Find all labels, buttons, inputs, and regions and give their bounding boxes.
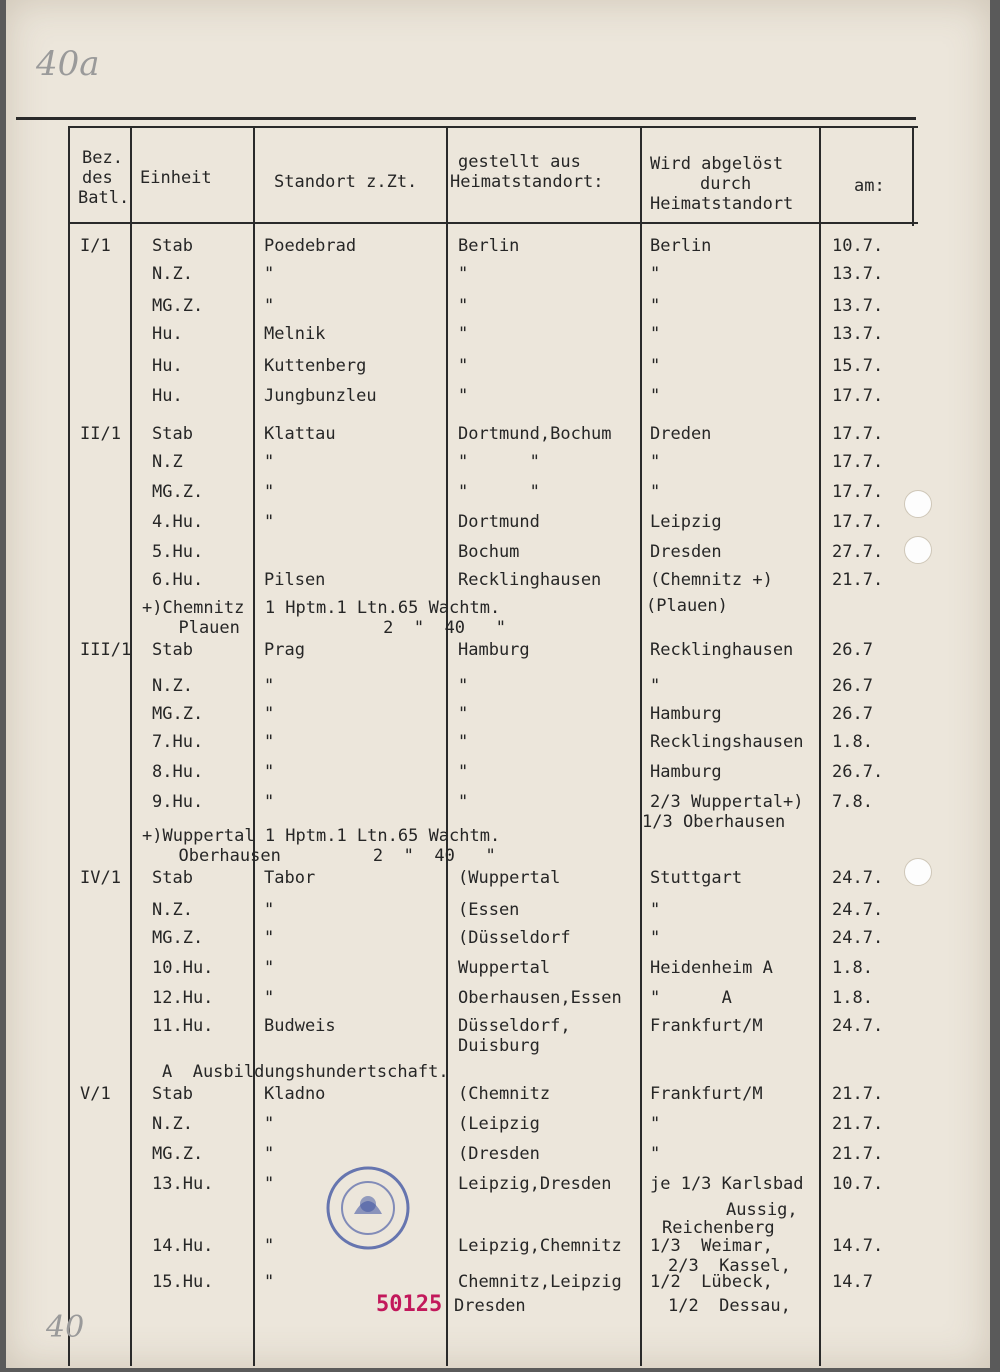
cell-abgeloest: Hamburg [650, 704, 722, 724]
cell-am: 17.7. [832, 512, 884, 532]
cell-einheit: 9.Hu. [152, 792, 204, 812]
cell-gestellt: Hamburg [458, 640, 530, 660]
cell-gestellt: (Wuppertal [458, 868, 561, 888]
cell-gestellt: Bochum [458, 542, 520, 562]
cell-standort: Kladno [264, 1084, 326, 1104]
cell-gestellt: Chemnitz,Leipzig [458, 1272, 622, 1292]
cell-am: 26.7. [832, 762, 884, 782]
cell-gestellt: " " [458, 452, 540, 472]
cell-einheit: 13.Hu. [152, 1174, 214, 1194]
cell-standort: Kuttenberg [264, 356, 367, 376]
cell-batl: II/1 [80, 424, 121, 444]
cell-gestellt: " [458, 356, 469, 376]
cell-abgeloest: Heidenheim A [650, 958, 773, 978]
cell-am: 24.7. [832, 900, 884, 920]
cell-gestellt: " [458, 676, 469, 696]
cell-gestellt: (Chemnitz [458, 1084, 551, 1104]
header-bottom-rule [68, 222, 918, 224]
cell-einheit: 4.Hu. [152, 512, 204, 532]
column-rule [253, 126, 255, 1366]
note-line: A Ausbildungshundertschaft. [162, 1062, 449, 1082]
cell-standort: " [264, 512, 275, 532]
cell-einheit: MG.Z. [152, 928, 204, 948]
cell-abgeloest: 2/3 Wuppertal+) [650, 792, 804, 812]
cell-standort: " [264, 732, 275, 752]
column-rule [912, 126, 914, 226]
cell-standort: " [264, 704, 275, 724]
cell-einheit: 15.Hu. [152, 1272, 214, 1292]
cell-gestellt: (Dresden [458, 1144, 540, 1164]
cell-am: 17.7. [832, 386, 884, 406]
cell-abgeloest: Hamburg [650, 762, 722, 782]
cell-einheit: Stab [152, 1084, 193, 1104]
cell-abgeloest: " [650, 1144, 661, 1164]
cell-gestellt: " [458, 386, 469, 406]
cell-standort: Jungbunzleu [264, 386, 377, 406]
cell-standort: " [264, 762, 275, 782]
cell-am: 13.7. [832, 264, 884, 284]
cell-standort: " [264, 792, 275, 812]
cell-abgeloest: " A [650, 988, 732, 1008]
cell-standort: " [264, 900, 275, 920]
cell-abgeloest: Stuttgart [650, 868, 743, 888]
cell-einheit: MG.Z. [152, 1144, 204, 1164]
cell-einheit: 7.Hu. [152, 732, 204, 752]
header-gestellt-1: gestellt aus [458, 152, 581, 172]
cell-einheit: N.Z. [152, 1114, 193, 1134]
note-line: Oberhausen 2 " 40 " [158, 846, 496, 866]
cell-einheit: N.Z. [152, 900, 193, 920]
cell-abgeloest: (Chemnitz +) [650, 570, 773, 590]
cell-am: 21.7. [832, 1084, 884, 1104]
cell-standort: Budweis [264, 1016, 336, 1036]
cell-gestellt: (Essen [458, 900, 520, 920]
header-batl-1: Bez. [82, 148, 123, 168]
header-gestellt-2: Heimatstandort: [450, 172, 604, 192]
cell-abgeloest: Leipzig [650, 512, 722, 532]
cell-abgeloest: " [650, 264, 661, 284]
cell-gestellt: " " [458, 482, 540, 502]
cell-am: 17.7. [832, 424, 884, 444]
cell-einheit: 10.Hu. [152, 958, 214, 978]
cell-einheit: 12.Hu. [152, 988, 214, 1008]
header-batl-2: des [82, 168, 113, 188]
cell-abgeloest: Frankfurt/M [650, 1016, 763, 1036]
column-rule [640, 126, 642, 1366]
cell-am: 17.7. [832, 452, 884, 472]
cell-abgeloest: Berlin [650, 236, 712, 256]
cell-standort: " [264, 988, 275, 1008]
note-line: Aussig, [726, 1200, 798, 1220]
punch-hole [904, 858, 932, 886]
note-line: +)Chemnitz 1 Hptm.1 Ltn.65 Wachtm. [142, 598, 501, 618]
cell-standort: Prag [264, 640, 305, 660]
note-line: 1/2 Dessau, [668, 1296, 791, 1316]
cell-gestellt: (Düsseldorf [458, 928, 571, 948]
cell-gestellt: Dortmund [458, 512, 540, 532]
column-rule [68, 126, 70, 1366]
cell-einheit: 14.Hu. [152, 1236, 214, 1256]
cell-einheit: 11.Hu. [152, 1016, 214, 1036]
cell-einheit: N.Z [152, 452, 183, 472]
header-top-rule [68, 126, 918, 128]
cell-abgeloest: Recklingshausen [650, 732, 804, 752]
cell-am: 26.7 [832, 676, 873, 696]
cell-gestellt: " [458, 762, 469, 782]
cell-abgeloest: " [650, 324, 661, 344]
note-line: Plauen 2 " 40 " [158, 618, 506, 638]
cell-am: 21.7. [832, 1144, 884, 1164]
cell-einheit: Stab [152, 640, 193, 660]
cell-abgeloest: " [650, 900, 661, 920]
cell-standort: Poedebrad [264, 236, 357, 256]
cell-standort: " [264, 1114, 275, 1134]
cell-am: 10.7. [832, 236, 884, 256]
cell-abgeloest: 1/2 Lübeck, [650, 1272, 773, 1292]
cell-abgeloest: " [650, 482, 661, 502]
cell-standort: " [264, 676, 275, 696]
cell-abgeloest: je 1/3 Karlsbad [650, 1174, 804, 1194]
cell-abgeloest: " [650, 296, 661, 316]
cell-einheit: MG.Z. [152, 704, 204, 724]
header-am: am: [854, 176, 885, 196]
cell-gestellt: Wuppertal [458, 958, 551, 978]
cell-abgeloest: Recklinghausen [650, 640, 794, 660]
note-line: Duisburg [458, 1036, 540, 1056]
column-rule [130, 126, 132, 1366]
cell-am: 13.7. [832, 324, 884, 344]
note-line: 2/3 Kassel, [668, 1256, 791, 1276]
cell-batl: V/1 [80, 1084, 111, 1104]
cell-am: 1.8. [832, 958, 873, 978]
cell-abgeloest: " [650, 386, 661, 406]
header-abgeloest-2: durch [700, 174, 752, 194]
cell-einheit: N.Z. [152, 676, 193, 696]
cell-standort: Melnik [264, 324, 326, 344]
cell-gestellt: Düsseldorf, [458, 1016, 571, 1036]
cell-am: 15.7. [832, 356, 884, 376]
cell-am: 26.7 [832, 704, 873, 724]
cell-am: 1.8. [832, 732, 873, 752]
cell-standort: " [264, 264, 275, 284]
cell-am: 26.7 [832, 640, 873, 660]
cell-gestellt: " [458, 792, 469, 812]
cell-abgeloest: " [650, 356, 661, 376]
cell-gestellt: Berlin [458, 236, 520, 256]
cell-standort: " [264, 958, 275, 978]
header-standort: Standort z.Zt. [274, 172, 418, 192]
cell-einheit: Hu. [152, 386, 183, 406]
cell-am: 24.7. [832, 868, 884, 888]
header-batl-3: Batl. [78, 188, 130, 208]
cell-einheit: 8.Hu. [152, 762, 204, 782]
cell-einheit: N.Z. [152, 264, 193, 284]
header-abgeloest-1: Wird abgelöst [650, 154, 784, 174]
handwritten-page-number: 40a [36, 44, 100, 84]
archive-stamp [324, 1164, 412, 1252]
header-einheit: Einheit [140, 168, 212, 188]
cell-gestellt: " [458, 704, 469, 724]
cell-batl: I/1 [80, 236, 111, 256]
cell-am: 27.7. [832, 542, 884, 562]
cell-gestellt: " [458, 264, 469, 284]
cell-am: 24.7. [832, 1016, 884, 1036]
note-line: Dresden [454, 1296, 526, 1316]
handwritten-number: 40 [46, 1310, 85, 1345]
cell-standort: " [264, 1144, 275, 1164]
cell-abgeloest: " [650, 928, 661, 948]
punch-hole [904, 536, 932, 564]
cell-einheit: 5.Hu. [152, 542, 204, 562]
cell-standort: " [264, 1236, 275, 1256]
document-sheet [6, 0, 990, 1368]
punch-hole [904, 490, 932, 518]
cell-abgeloest: Frankfurt/M [650, 1084, 763, 1104]
cell-einheit: Stab [152, 236, 193, 256]
cell-gestellt: " [458, 732, 469, 752]
cell-standort: Tabor [264, 868, 316, 888]
cell-gestellt: (Leipzig [458, 1114, 540, 1134]
cell-standort: " [264, 928, 275, 948]
cell-am: 10.7. [832, 1174, 884, 1194]
cell-abgeloest: " [650, 452, 661, 472]
cell-standort: " [264, 482, 275, 502]
cell-abgeloest: Dreden [650, 424, 712, 444]
cell-am: 21.7. [832, 1114, 884, 1134]
cell-abgeloest: " [650, 1114, 661, 1134]
cell-standort: Klattau [264, 424, 336, 444]
cell-gestellt: Leipzig,Chemnitz [458, 1236, 622, 1256]
cell-am: 17.7. [832, 482, 884, 502]
cell-einheit: Hu. [152, 356, 183, 376]
cell-standort: " [264, 296, 275, 316]
column-rule [819, 126, 821, 1366]
cell-am: 13.7. [832, 296, 884, 316]
column-rule [446, 126, 448, 1366]
cell-gestellt: " [458, 296, 469, 316]
cell-standort: " [264, 1174, 275, 1194]
cell-batl: III/1 [80, 640, 132, 660]
cell-gestellt: Recklinghausen [458, 570, 602, 590]
cell-einheit: 6.Hu. [152, 570, 204, 590]
cell-einheit: Hu. [152, 324, 183, 344]
cell-einheit: Stab [152, 424, 193, 444]
cell-einheit: MG.Z. [152, 482, 204, 502]
cell-am: 21.7. [832, 570, 884, 590]
header-abgeloest-3: Heimatstandort [650, 194, 794, 214]
note-line: (Plauen) [646, 596, 728, 616]
top-rule [16, 117, 916, 120]
cell-am: 1.8. [832, 988, 873, 1008]
note-line: Reichenberg [662, 1218, 775, 1238]
cell-batl: IV/1 [80, 868, 121, 888]
cell-gestellt: Dortmund,Bochum [458, 424, 612, 444]
archive-number: 50125 [376, 1292, 443, 1317]
cell-am: 14.7 [832, 1272, 873, 1292]
cell-standort: Pilsen [264, 570, 326, 590]
cell-abgeloest: Dresden [650, 542, 722, 562]
cell-einheit: Stab [152, 868, 193, 888]
cell-einheit: MG.Z. [152, 296, 204, 316]
cell-standort: " [264, 452, 275, 472]
cell-abgeloest: " [650, 676, 661, 696]
note-line: 1/3 Oberhausen [642, 812, 786, 832]
cell-am: 14.7. [832, 1236, 884, 1256]
note-line: +)Wuppertal 1 Hptm.1 Ltn.65 Wachtm. [142, 826, 501, 846]
cell-am: 7.8. [832, 792, 873, 812]
cell-am: 24.7. [832, 928, 884, 948]
cell-gestellt: Oberhausen,Essen [458, 988, 622, 1008]
cell-gestellt: " [458, 324, 469, 344]
cell-abgeloest: 1/3 Weimar, [650, 1236, 773, 1256]
cell-standort: " [264, 1272, 275, 1292]
cell-gestellt: Leipzig,Dresden [458, 1174, 612, 1194]
